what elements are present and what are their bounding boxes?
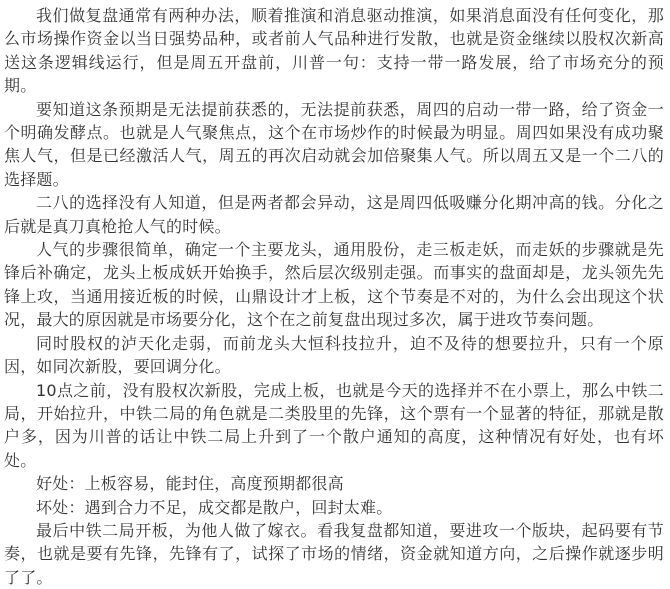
paragraph-2: 要知道这条预期是无法提前获悉的，无法提前获悉，周四的启动一带一路，给了资金一个明确发酵点。也就是人气聚焦点，这个在市场炒作的时候最为明显。周四如果没有成功聚焦人气，但是已经激活人气，周五的再次启动就会加倍聚集人气。所以周五又是一个二八的选择题。 bbox=[4, 99, 664, 189]
paragraph-9: 最后中铁二局开板，为他人做了嫁衣。看我复盘都知道，要进攻一个版块，起码要有节奏，也就是要有先锋，先锋有了，试探了市场的情绪，资金就知道方向，之后操作就逐步明了了。 bbox=[4, 520, 664, 587]
paragraph-3: 二八的选择没有人知道，但是两者都会异动，这是周四低吸赚分化期冲高的钱。分化之后就是真刀真枪抢人气的时候。 bbox=[4, 193, 664, 236]
paragraph-4: 人气的步骤很简单，确定一个主要龙头，通用股份，走三板走妖，而走妖的步骤就是先锋后补确定，龙头上板成妖开始换手，然后层次级别走强。而事实的盘面却是，龙头领先先锋上攻，当通用接近板的时候，山鼎设计才上板，这个节奏是不对的，为什么会出现这个状况，最大的原因就是市场要分化，这个在之前复盘出现过多次，属于进攻节奏问题。 bbox=[4, 240, 664, 330]
paragraph-1: 我们做复盘通常有两种办法，顺着推演和消息驱动推演，如果消息面没有任何变化，那么市场操作资金以当日强势品种，或者前人气品种进行发散，也就是资金继续以股权次新高送这条逻辑线运行，但是周五开盘前，川普一句：支持一带一路发展，给了市场充分的预期。 bbox=[4, 6, 664, 96]
article-body bbox=[4, 4, 664, 589]
paragraph-5: 同时股权的泸天化走弱，而前龙头大恒科技拉升，迫不及待的想要拉升，只有一个原因，如同次新股，要回调分化。 bbox=[4, 333, 664, 377]
paragraph-8-cons: 坏处：遇到合力不足，成交都是散户，回封太难。 bbox=[36, 497, 393, 517]
paragraph-6: 10点之前，没有股权次新股，完成上板，也就是今天的选择并不在小票上，那么中铁二局，开始拉升，中铁二局的角色就是二类股里的先锋，这个票有一个显著的特征，那就是散户多，因为川普的话让中铁二局上升到了一个散户通知的高度，这种情况有好处，也有坏处。 bbox=[4, 380, 664, 470]
paragraph-7-pros: 好处：上板容易，能封住，高度预期都很高 bbox=[36, 474, 344, 494]
